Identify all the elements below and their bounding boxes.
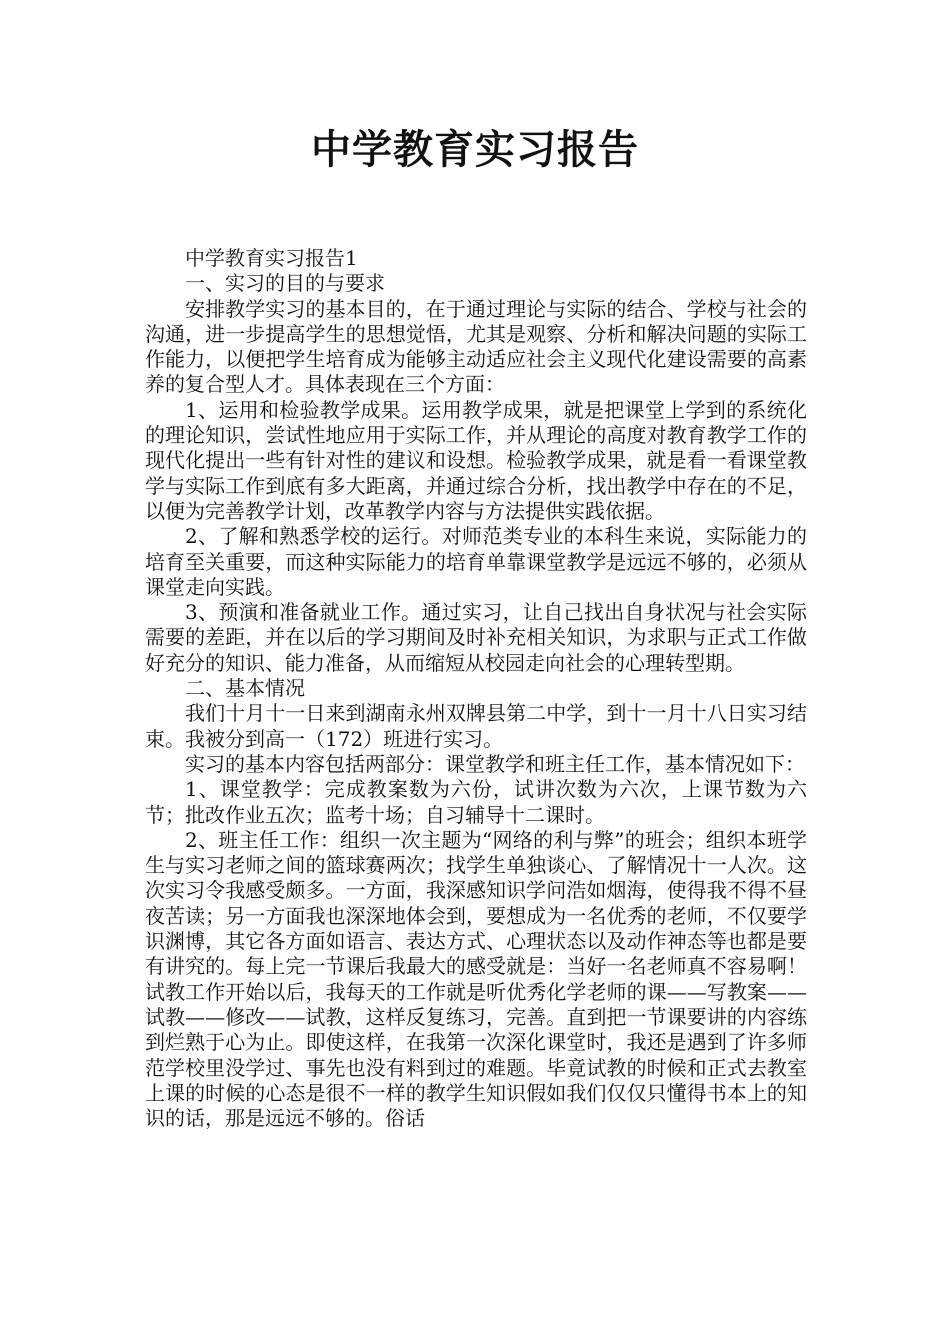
section-heading: 中学教育实习报告1 — [185, 246, 358, 270]
body-paragraph: 2、班主任工作：组织一次主题为“网络的利与弊”的班会；组织本班学生与实习老师之间的篮球赛两次；找学生单独谈心、了解情况十一人次。这次实习令我感受颇多。一方面，我深感知识学问浩如烟海，使得我不得不昼夜苦读；另一方面我也深深地体会到，要想成为一名优秀的老师，不仅要学识渊博，其它各方面如语言、表达方式、心理状态以及动作神态等也都是要有讲究的。每上完一节课后我最大的感受就是：当好一名老师真不容易啊！试教工作开始以后，我每天的工作就是听优秀化学老师的课——写教案——试教——修改——试教，这样反复练习，完善。直到把一节课要讲的内容练到烂熟于心为止。即使这样，在我第一次深化课堂时，我还是遇到了许多师范学校里没学过、事先也没有料到过的难题。毕竟试教的时候和正式去教室上课的时候的心态是很不一样的教学生知识假如我们仅仅只懂得书本上的知识的话，那是远远不够的。俗话 — [145, 827, 807, 1131]
section-heading: 一、实习的目的与要求 — [185, 271, 385, 296]
section-heading: 二、基本情况 — [185, 676, 305, 701]
body-paragraph: 1、运用和检验教学成果。运用教学成果，就是把课堂上学到的系统化的理论知识，尝试性地应用于实际工作，并从理论的高度对教育教学工作的现代化提出一些有针对性的建议和设想。检验教学成果，就是看一看课堂教学与实际工作到底有多大距离，并通过综合分析，找出教学中存在的不足，以便为完善教学计划，改革教学内容与方法提供实践依据。 — [145, 397, 807, 523]
body-paragraph: 1、课堂教学：完成教案数为六份，试讲次数为六次，上课节数为六节；批改作业五次；监考十场；自习辅导十二课时。 — [145, 777, 807, 827]
body-paragraph: 安排教学实习的基本目的，在于通过理论与实际的结合、学校与社会的沟通，进一步提高学生的思想觉悟，尤其是观察、分析和解决问题的实际工作能力，以便把学生培育成为能够主动适应社会主义现代化建设需要的高素养的复合型人才。具体表现在三个方面： — [145, 296, 807, 397]
body-paragraph: 2、了解和熟悉学校的运行。对师范类专业的本科生来说，实际能力的培育至关重要，而这种实际能力的培育单靠课堂教学是远远不够的，必须从课堂走向实践。 — [145, 524, 807, 599]
body-paragraph: 3、预演和准备就业工作。通过实习，让自己找出自身状况与社会实际需要的差距，并在以后的学习期间及时补充相关知识，为求职与正式工作做好充分的知识、能力准备，从而缩短从校园走向社会的心理转型期。 — [145, 600, 807, 675]
body-paragraph: 我们十月十一日来到湖南永州双牌县第二中学，到十一月十八日实习结束。我被分到高一（172）班进行实习。 — [145, 701, 807, 751]
body-paragraph: 实习的基本内容包括两部分：课堂教学和班主任工作，基本情况如下： — [185, 751, 805, 776]
page-title: 中学教育实习报告 — [311, 127, 639, 173]
document-body — [145, 246, 807, 1131]
